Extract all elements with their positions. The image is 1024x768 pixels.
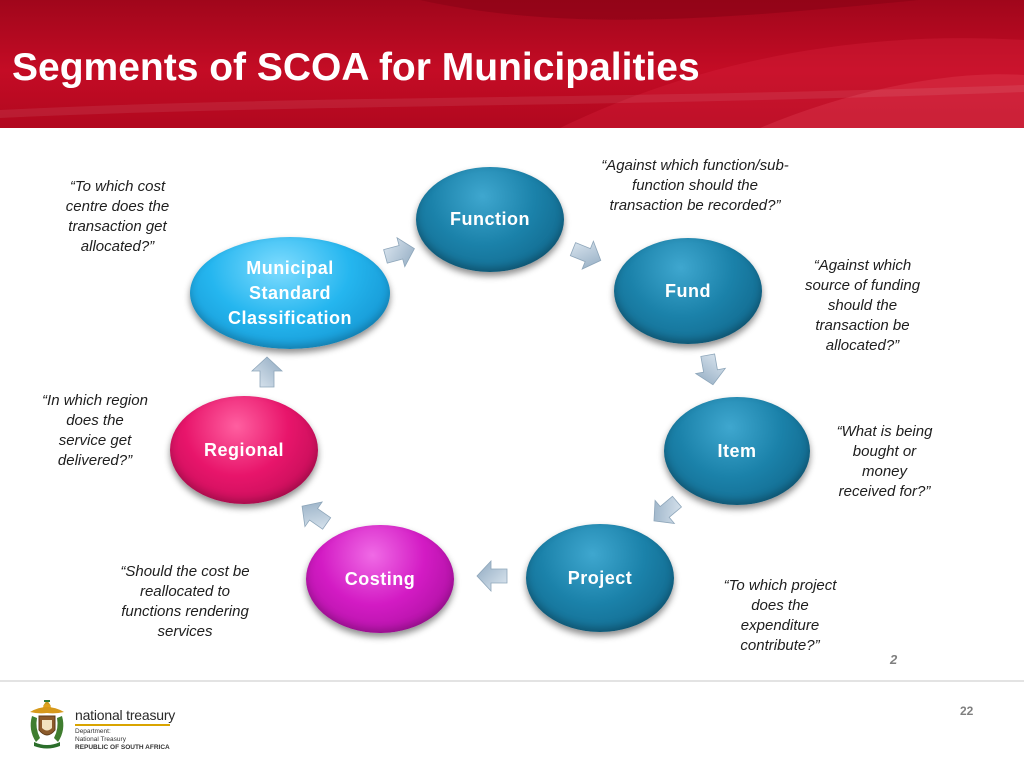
regional-label: Regional xyxy=(203,439,284,460)
costing-question: “Should the cost be reallocated to functions rendering services xyxy=(120,563,250,640)
arrow-function-to-fund xyxy=(567,235,606,274)
item-circle xyxy=(664,397,810,505)
function-circle xyxy=(416,167,564,272)
msc-label: Municipal Standard Classification xyxy=(227,257,353,328)
fund-question: “Against which source of funding should the transaction be allocated?” xyxy=(804,257,921,354)
footer-divider xyxy=(0,680,1024,682)
page-title: Segments of SCOA for Municipalities xyxy=(12,46,700,89)
arrow-item-to-project xyxy=(644,490,686,532)
arrow-regional-to-msc xyxy=(252,357,282,387)
arrow-costing-to-regional xyxy=(293,494,335,536)
org-name-underline xyxy=(75,724,170,726)
function-label: Function xyxy=(450,209,530,229)
function-question: “Against which function/sub- function should the transaction be recorded?” xyxy=(601,157,789,214)
project-question: “To which project does the expenditure contribute?” xyxy=(723,577,837,654)
page-number: 22 xyxy=(960,704,974,718)
regional-question: “In which region does the service get delivered?” xyxy=(42,392,148,469)
project-circle xyxy=(526,524,674,632)
coat-of-arms-icon xyxy=(26,698,68,750)
regional-circle xyxy=(170,396,318,504)
org-line-country: REPUBLIC OF SOUTH AFRICA xyxy=(75,744,170,751)
item-label: Item xyxy=(717,440,757,461)
costing-label: Costing xyxy=(344,568,416,589)
arrow-msc-to-function xyxy=(382,234,419,271)
project-label: Project xyxy=(567,567,633,588)
fund-label: Fund xyxy=(665,280,711,301)
org-line-department: Department: xyxy=(75,728,111,735)
org-name: national treasury xyxy=(75,707,176,723)
costing-circle xyxy=(306,525,454,633)
msc-question: “To which cost centre does the transaction get allocated?” xyxy=(65,178,170,255)
fund-circle xyxy=(614,238,762,344)
arrow-project-to-costing xyxy=(477,561,507,591)
item-question: “What is being bought or money received for?” xyxy=(836,423,933,500)
org-line-treasury: National Treasury xyxy=(75,736,126,743)
arrow-fund-to-item xyxy=(693,353,728,388)
municipal-standard-classification-circle xyxy=(190,237,390,349)
slide-number: 2 xyxy=(890,652,898,667)
